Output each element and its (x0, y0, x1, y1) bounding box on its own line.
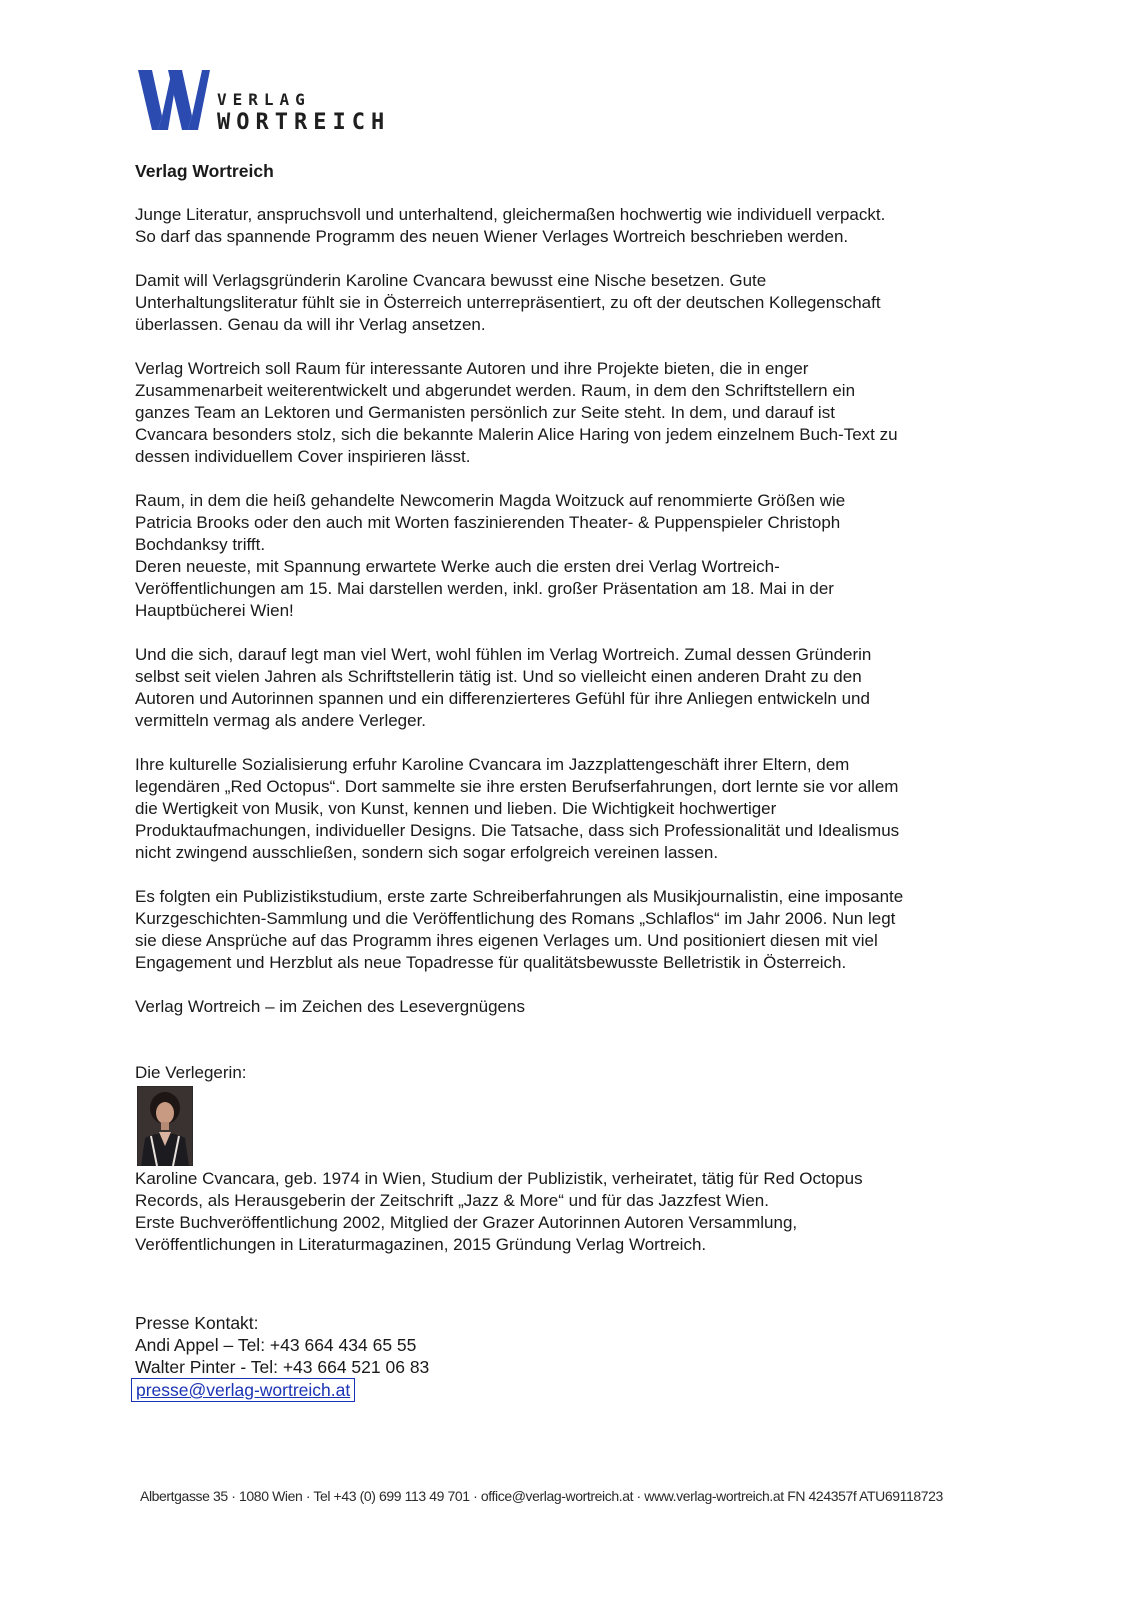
press-release-body (135, 160, 1015, 1256)
tagline: Verlag Wortreich – im Zeichen des Lesevergnügens (135, 997, 525, 1016)
footer-address-line: Albertgasse 35 · 1080 Wien · Tel +43 (0) 699 113 49 701 · office@verlag-wortreich.at · www.verlag-wortreich.at FN 424357f ATU69118723 (140, 1488, 943, 1504)
paragraph-2: Damit will Verlagsgründerin Karoline Cvancara bewusst eine Nische besetzen. Gute Unterhaltungsliteratur fühlt sie in Österreich unterrepräsentiert, zu oft der deutschen Kollegenschaft überlassen. Genau da will ihr Verlag ansetzen. (135, 271, 881, 334)
press-contact (135, 1312, 429, 1402)
publisher-portrait-photo (137, 1086, 193, 1166)
paragraph-4: Raum, in dem die heiß gehandelte Newcomerin Magda Woitzuck auf renommierte Größen wie Patricia Brooks oder den auch mit Worten faszinierenden Theater- & Puppenspieler Christoph Bochdanksy trifft. Deren neueste, mit Spannung erwartete Werke auch die ersten drei Verlag Wortreich- Veröffentlichungen am 15. Mai darstellen werden, inkl. großer Präsentation am 18. Mai in der Hauptbücherei Wien! (135, 491, 846, 620)
document-title: Verlag Wortreich (135, 161, 274, 181)
press-contact-andi-appel: Andi Appel – Tel: +43 664 434 65 55 (135, 1335, 417, 1355)
paragraph-1: Junge Literatur, anspruchsvoll und unterhaltend, gleichermaßen hochwertig wie individuell verpackt. So darf das spannende Programm des neuen Wiener Verlages Wortreich beschrieben werden. (135, 205, 886, 246)
paragraph-5: Und die sich, darauf legt man viel Wert, wohl fühlen im Verlag Wortreich. Zumal dessen Gründerin selbst seit vielen Jahren als Schriftstellerin tätig ist. Und so vielleicht einen anderen Draht zu den Autoren und Autorinnen spannen und ein differenzierteres Gefühl für ihre Anliegen entwickeln und vermitteln vermag als andere Verleger. (135, 645, 872, 730)
logo-word-wortreich: WORTREICH (217, 110, 391, 135)
paragraph-3: Verlag Wortreich soll Raum für interessante Autoren und ihre Projekte bieten, die in enger Zusammenarbeit weiterentwickelt und abgerundet werden. Raum, in dem den Schriftstellern ein ganzes Team an Lektoren und Germanisten persönlich zur Seite steht. In dem, und darauf ist Cvancara besonders stolz, sich die bekannte Malerin Alice Haring von jedem einzelnem Buch-Text zu dessen individuellem Cover inspirieren lässt. (135, 359, 898, 466)
logo-word-verlag: VERLAG (217, 90, 311, 109)
vv-logo-mark (138, 68, 210, 132)
press-contact-heading: Presse Kontakt: (135, 1313, 259, 1333)
publisher-logo (138, 68, 428, 134)
publisher-heading: Die Verlegerin: (135, 1063, 247, 1082)
paragraph-7: Es folgten ein Publizistikstudium, erste zarte Schreiberfahrungen als Musikjournalistin, eine imposante Kurzgeschichten-Sammlung und die Veröffentlichung des Romans „Schlaflos“ im Jahr 2006. Nun legt sie diese Ansprüche auf das Programm ihres eigenen Verlages um. Und positioniert diesen mit viel Engagement und Herzblut als neue Topadresse für qualitätsbewusste Belletristik in Österreich. (135, 887, 904, 972)
press-email-link[interactable]: presse@verlag-wortreich.at (131, 1378, 355, 1402)
publisher-bio: Karoline Cvancara, geb. 1974 in Wien, Studium der Publizistik, verheiratet, tätig für Red Octopus Records, als Herausgeberin der Zeitschrift „Jazz & More“ und für das Jazzfest Wien. Erste Buchveröffentlichung 2002, Mitglied der Grazer Autorinnen Autoren Versammlung, Veröffentlichungen in Literaturmagazinen, 2015 Gründung Verlag Wortreich. (135, 1169, 863, 1254)
paragraph-6: Ihre kulturelle Sozialisierung erfuhr Karoline Cvancara im Jazzplattengeschäft ihrer Eltern, dem legendären „Red Octopus“. Dort sammelte sie ihre ersten Berufserfahrungen, dort lernte sie vor allem die Wertigkeit von Musik, von Kunst, kennen und lieben. Die Wichtigkeit hochwertiger Produktaufmachungen, individueller Designs. Die Tatsache, dass sich Professionalität und Idealismus nicht zwingend ausschließen, sondern sich sogar erfolgreich vereinen lassen. (135, 755, 900, 862)
press-contact-walter-pinter: Walter Pinter - Tel: +43 664 521 06 83 (135, 1357, 430, 1377)
